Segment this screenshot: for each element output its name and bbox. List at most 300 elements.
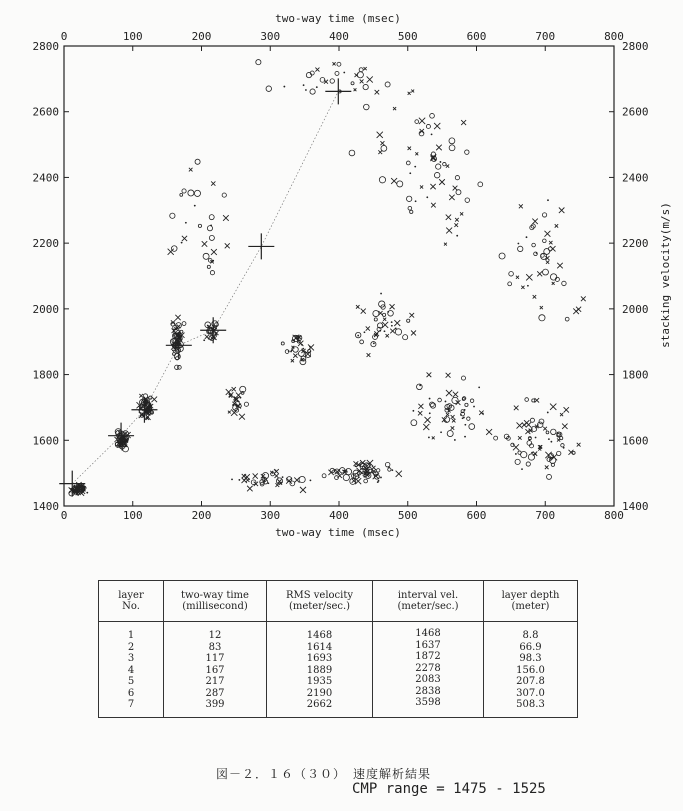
marker-cross [449, 195, 454, 200]
marker-circle [395, 329, 401, 335]
marker-circle [406, 196, 411, 201]
marker-circle [551, 429, 556, 434]
marker-circle [310, 89, 315, 94]
velocity-pick-cross [325, 78, 351, 104]
marker-dot [343, 72, 345, 74]
marker-cross [291, 359, 294, 362]
marker-cross [533, 295, 537, 299]
marker-dot [238, 479, 240, 481]
marker-cross [446, 390, 452, 396]
marker-circle [299, 476, 305, 482]
marker-dot [380, 293, 382, 295]
marker-dot [267, 482, 269, 484]
marker-circle [209, 235, 214, 240]
marker-cross [293, 354, 297, 358]
marker-circle [182, 322, 186, 326]
marker-circle [364, 479, 368, 483]
marker-cross [516, 276, 519, 279]
velocity-pick-cross [108, 423, 134, 449]
marker-cross [275, 474, 279, 478]
y-tick-label-right: 1800 [622, 368, 649, 382]
marker-circle [379, 301, 385, 307]
marker-circle [465, 198, 470, 203]
marker-cross [427, 372, 432, 377]
y-tick-label-right: 1400 [622, 500, 649, 513]
y-tick-label-right: 2800 [622, 40, 649, 53]
marker-cross [419, 118, 425, 124]
marker-circle [447, 430, 453, 436]
marker-circle [410, 210, 413, 213]
marker-cross [324, 80, 328, 84]
marker-cross [409, 313, 414, 318]
marker-circle [194, 190, 200, 196]
y-tick-label-right: 2200 [622, 237, 649, 251]
marker-cross [533, 452, 537, 456]
marker-dot [203, 339, 205, 341]
marker-cross [366, 326, 370, 330]
marker-cross [189, 168, 193, 172]
marker-cross [360, 79, 364, 83]
x-tick-label-top: 200 [191, 30, 212, 43]
marker-circle [407, 319, 410, 322]
marker-circle [438, 398, 442, 402]
marker-circle [436, 164, 441, 169]
marker-circle [385, 462, 390, 467]
marker-cross [581, 296, 586, 301]
marker-cross [418, 411, 422, 415]
marker-circle [209, 215, 214, 220]
marker-dot [526, 236, 528, 238]
marker-cross [535, 398, 540, 403]
marker-cross [242, 474, 246, 478]
semblance-marker-group [69, 60, 586, 496]
marker-dot [275, 470, 277, 472]
marker-cross [540, 306, 543, 309]
marker-circle [508, 282, 512, 286]
marker-circle [411, 420, 417, 426]
marker-cross [451, 415, 455, 419]
marker-dot [384, 330, 386, 332]
marker-circle [550, 274, 556, 280]
marker-cross [549, 241, 552, 244]
marker-cross [577, 443, 581, 447]
marker-cross [431, 203, 436, 208]
marker-circle [561, 444, 564, 447]
velocity-pick-group [59, 78, 351, 496]
marker-dot [346, 471, 348, 473]
marker-cross [232, 387, 236, 391]
marker-dot [529, 436, 531, 438]
marker-cross [274, 469, 279, 474]
marker-cross [246, 478, 250, 482]
y-axis-title: stacking velocity(m/s) [659, 202, 672, 348]
x-tick-label-top: 100 [122, 30, 143, 43]
column-layer-depth: 8.8 66.9 98.3 156.0 207.8 307.0 508.3 [484, 622, 578, 718]
marker-circle [465, 150, 469, 154]
marker-dot [240, 397, 242, 399]
marker-dot [378, 480, 380, 482]
marker-dot [463, 417, 465, 419]
marker-circle [494, 436, 498, 440]
marker-circle [364, 104, 370, 110]
marker-cross [446, 228, 452, 234]
marker-cross [423, 424, 429, 430]
marker-cross [432, 436, 435, 439]
marker-cross [439, 179, 445, 185]
marker-cross [454, 223, 458, 227]
marker-circle [256, 60, 261, 65]
marker-circle [244, 402, 248, 406]
marker-circle [241, 391, 244, 394]
marker-circle [374, 318, 377, 321]
marker-circle [383, 313, 386, 316]
marker-cross [411, 90, 414, 93]
marker-cross [211, 249, 217, 255]
marker-circle [180, 193, 183, 196]
marker-cross [555, 224, 558, 227]
marker-dot [527, 285, 529, 287]
marker-circle [222, 193, 226, 197]
marker-dot [185, 222, 187, 224]
marker-dot [529, 439, 531, 441]
marker-dot [412, 410, 414, 412]
marker-dot [535, 437, 537, 439]
marker-cross [562, 424, 567, 429]
marker-circle [266, 86, 271, 91]
marker-cross [424, 417, 430, 423]
y-tick-label-left: 2000 [32, 302, 59, 316]
marker-cross [519, 204, 523, 208]
marker-circle [467, 417, 470, 420]
marker-cross [537, 271, 542, 276]
y-tick-label-left: 2800 [32, 40, 59, 53]
x-tick-label-top: 400 [329, 30, 349, 43]
marker-cross [461, 120, 466, 125]
marker-cross [526, 422, 531, 427]
x-tick-label-bottom: 400 [329, 509, 349, 522]
marker-dot [290, 351, 292, 353]
marker-circle [177, 365, 181, 369]
marker-cross [352, 479, 356, 483]
marker-circle [210, 271, 214, 275]
marker-circle [357, 72, 363, 78]
y-tick-label-left: 2400 [32, 171, 59, 185]
marker-cross [175, 315, 180, 320]
header-rms-velocity: RMS velocity (meter/sec.) [267, 581, 373, 622]
marker-dot [283, 86, 285, 88]
marker-circle [195, 159, 200, 164]
marker-circle [360, 340, 364, 344]
marker-circle [528, 454, 534, 460]
marker-dot [547, 412, 549, 414]
marker-circle [188, 190, 194, 196]
marker-cross [408, 147, 411, 150]
marker-dot [358, 476, 360, 478]
marker-cross [332, 62, 335, 65]
marker-dot [440, 161, 442, 163]
marker-circle [518, 246, 523, 251]
marker-circle [434, 172, 439, 177]
marker-cross [544, 231, 550, 237]
marker-dot [517, 243, 519, 245]
column-interval-velocity: 1468 1637 1872 2278 2083 2838 3598 [373, 622, 484, 718]
x-tick-label-bottom: 800 [604, 509, 624, 522]
marker-cross [521, 286, 524, 289]
marker-cross [446, 373, 451, 378]
marker-circle [298, 351, 304, 357]
marker-cross [564, 407, 569, 412]
marker-cross [378, 150, 382, 154]
marker-cross [517, 422, 523, 428]
marker-circle [388, 468, 391, 471]
marker-dot [429, 412, 431, 414]
marker-circle [403, 335, 408, 340]
marker-circle [203, 253, 209, 259]
marker-circle [379, 177, 385, 183]
marker-circle [525, 398, 529, 402]
x-tick-label-top: 500 [397, 30, 418, 43]
marker-dot [305, 89, 307, 91]
figure-caption: 図－２．１６（３０） 速度解析結果 [216, 767, 432, 781]
marker-circle [415, 120, 419, 124]
header-layer-depth: layer depth (meter) [484, 581, 578, 622]
marker-circle [547, 474, 552, 479]
marker-cross [394, 320, 400, 326]
marker-circle [469, 424, 475, 430]
y-tick-label-right: 2000 [622, 302, 649, 316]
marker-circle [539, 419, 544, 424]
marker-circle [349, 150, 355, 156]
marker-dot [454, 439, 456, 441]
table-header-row [99, 581, 578, 622]
marker-cross [573, 308, 579, 314]
marker-circle [532, 399, 535, 402]
marker-cross [453, 392, 458, 397]
marker-cross [242, 478, 247, 483]
marker-dot [550, 441, 552, 443]
marker-circle [532, 243, 536, 247]
marker-cross [354, 88, 357, 91]
marker-cross [557, 263, 563, 269]
y-tick-label-right: 2600 [622, 105, 649, 119]
marker-cross [367, 76, 373, 82]
marker-dot [181, 242, 183, 244]
x-tick-label-top: 0 [60, 30, 68, 43]
y-tick-label-left: 1400 [32, 500, 59, 513]
marker-circle [377, 469, 380, 472]
marker-dot [473, 406, 475, 408]
marker-dot [232, 404, 234, 406]
marker-cross [275, 483, 279, 487]
marker-cross [552, 282, 555, 285]
marker-dot [464, 424, 466, 426]
marker-dot [301, 344, 303, 346]
marker-circle [546, 431, 549, 434]
marker-circle [351, 82, 354, 85]
marker-circle [499, 253, 505, 259]
marker-cross [211, 181, 215, 185]
marker-cross [380, 141, 384, 145]
marker-dot [288, 350, 290, 352]
x-tick-label-top: 800 [604, 30, 624, 43]
marker-circle [455, 176, 459, 180]
marker-cross [526, 274, 532, 280]
marker-cross [391, 178, 397, 184]
column-two-way-time: 12 83 117 167 217 287 399 [164, 622, 267, 718]
marker-cross [452, 419, 455, 422]
marker-circle [417, 384, 423, 390]
header-two-way-time: two-way time (millisecond) [164, 581, 267, 622]
marker-cross [557, 438, 560, 441]
column-rms-velocity: 1468 1614 1693 1889 1935 2190 2662 [267, 622, 373, 718]
marker-dot [464, 436, 466, 438]
marker-dot [515, 453, 517, 455]
x-tick-label-bottom: 100 [122, 509, 143, 522]
marker-dot [429, 398, 431, 400]
marker-cross [228, 411, 231, 414]
marker-dot [302, 348, 304, 350]
marker-dot [282, 476, 284, 478]
velocity-pick-cross [166, 332, 192, 358]
marker-circle [557, 451, 561, 455]
plot-frame [64, 46, 614, 506]
column-layer-no: 1 2 3 4 5 6 7 [99, 622, 164, 718]
marker-circle [465, 403, 468, 406]
marker-circle [385, 82, 390, 87]
marker-circle [430, 403, 435, 408]
marker-cross [486, 429, 492, 435]
marker-cross [550, 246, 555, 251]
marker-circle [562, 281, 566, 285]
marker-circle [337, 62, 341, 66]
marker-dot [531, 452, 533, 454]
marker-circle [456, 190, 461, 195]
marker-cross [396, 471, 402, 477]
marker-circle [198, 224, 201, 227]
marker-circle [373, 310, 379, 316]
x-tick-label-bottom: 300 [260, 509, 281, 522]
x-tick-label-bottom: 200 [191, 509, 212, 522]
velocity-pick-cross [248, 233, 274, 259]
marker-dot [391, 325, 393, 327]
marker-cross [386, 334, 389, 337]
marker-circle [397, 181, 403, 187]
marker-cross [444, 243, 447, 246]
marker-circle [530, 418, 534, 422]
y-tick-label-right: 2400 [622, 171, 649, 185]
marker-circle [388, 310, 394, 316]
marker-dot [310, 479, 312, 481]
marker-cross [247, 486, 253, 492]
marker-dot [380, 477, 382, 479]
marker-cross [411, 331, 416, 336]
marker-circle [330, 468, 334, 472]
x-tick-label-top: 700 [535, 30, 556, 43]
x-axis-title-bottom: two-way time (msec) [275, 526, 401, 539]
marker-cross [225, 243, 230, 248]
marker-dot [364, 474, 366, 476]
marker-circle [281, 342, 284, 345]
marker-cross [446, 164, 449, 167]
marker-dot [391, 469, 393, 471]
marker-circle [565, 317, 569, 321]
marker-circle [430, 113, 435, 118]
marker-cross [545, 465, 549, 469]
marker-circle [515, 459, 520, 464]
x-tick-label-bottom: 500 [397, 509, 418, 522]
marker-circle [478, 182, 483, 187]
marker-circle [170, 213, 175, 218]
marker-circle [363, 84, 368, 89]
pick-curve [72, 91, 338, 483]
marker-circle [526, 462, 530, 466]
marker-dot [464, 409, 466, 411]
marker-cross [375, 90, 380, 95]
marker-circle [343, 474, 349, 480]
y-tick-label-left: 2200 [32, 237, 59, 251]
marker-circle [207, 226, 212, 231]
marker-circle [335, 71, 339, 75]
marker-cross [393, 107, 396, 110]
marker-cross [446, 413, 449, 416]
cmp-range-label: CMP range = 1475 - 1525 [352, 781, 546, 797]
marker-cross [418, 404, 423, 409]
marker-circle [306, 72, 311, 77]
marker-dot [431, 134, 433, 136]
marker-dot [428, 437, 430, 439]
marker-dot [364, 331, 366, 333]
marker-dot [456, 235, 458, 237]
marker-circle [461, 376, 465, 380]
marker-cross [361, 309, 366, 314]
marker-cross [315, 68, 319, 72]
marker-cross [168, 249, 174, 255]
marker-dot [373, 342, 375, 344]
marker-dot [231, 478, 233, 480]
marker-cross [451, 426, 455, 430]
velocity-result-table [98, 580, 578, 718]
marker-cross [202, 241, 207, 246]
x-tick-label-bottom: 700 [535, 509, 556, 522]
x-tick-label-bottom: 0 [60, 509, 68, 522]
marker-cross [460, 212, 463, 215]
marker-cross [239, 414, 245, 420]
margin-binding-mark [2, 570, 10, 770]
marker-dot [409, 172, 411, 174]
marker-circle [408, 206, 412, 210]
marker-cross [364, 67, 367, 70]
marker-dot [228, 393, 230, 395]
marker-cross [300, 487, 306, 493]
marker-circle [207, 265, 210, 268]
marker-dot [548, 438, 550, 440]
marker-dot [414, 166, 416, 168]
marker-dot [563, 447, 565, 449]
marker-cross [390, 329, 395, 334]
x-axis-title-top: two-way time (msec) [275, 12, 401, 25]
y-tick-label-left: 1800 [32, 368, 59, 382]
marker-cross [356, 305, 360, 309]
marker-cross [434, 123, 440, 129]
marker-cross [560, 413, 563, 416]
x-tick-label-top: 300 [260, 30, 281, 43]
marker-dot [86, 492, 88, 494]
marker-cross [390, 304, 395, 309]
x-tick-label-top: 600 [466, 30, 487, 43]
marker-dot [363, 476, 365, 478]
marker-dot [355, 465, 357, 467]
marker-dot [121, 449, 123, 451]
